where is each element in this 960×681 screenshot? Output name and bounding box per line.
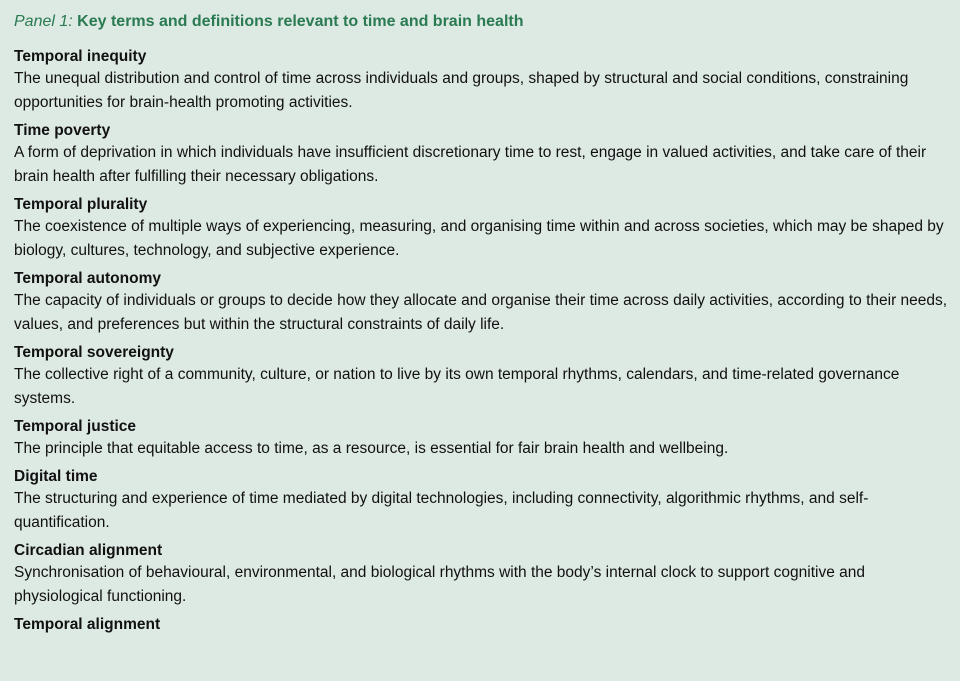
term-entry — [14, 269, 950, 337]
term-entry — [14, 417, 950, 461]
term-definition: The collective right of a community, culture, or nation to live by its own temporal rhythms, calendars, and time-related governance systems. — [14, 366, 900, 407]
panel-title — [14, 11, 950, 33]
term-entry — [14, 47, 950, 115]
panel-title-text: Key terms and definitions relevant to time and brain health — [77, 13, 524, 30]
term-definition: The structuring and experience of time mediated by digital technologies, including connectivity, algorithmic rhythms, and self-quantification. — [14, 490, 869, 531]
term-entry — [14, 467, 950, 535]
panel-label: Panel 1: — [14, 13, 73, 30]
term-name: Digital time — [14, 468, 98, 485]
term-entry — [14, 615, 950, 635]
term-definition: Synchronisation of behavioural, environmental, and biological rhythms with the body’s internal clock to support cognitive and physiological functioning. — [14, 564, 865, 605]
term-entry — [14, 343, 950, 411]
term-definition: The unequal distribution and control of time across individuals and groups, shaped by structural and social conditions, constraining opportunities for brain-health promoting activities. — [14, 70, 909, 111]
term-definition: A form of deprivation in which individuals have insufficient discretionary time to rest, engage in valued activities, and take care of their brain health after fulfilling their necessary obligations. — [14, 144, 927, 185]
term-name: Temporal alignment — [14, 616, 161, 633]
term-name: Temporal plurality — [14, 196, 148, 213]
term-name: Temporal sovereignty — [14, 344, 174, 361]
term-name: Temporal inequity — [14, 48, 147, 65]
term-entry — [14, 541, 950, 609]
term-entry — [14, 195, 950, 263]
term-definition: The coexistence of multiple ways of experiencing, measuring, and organising time within and across societies, which may be shaped by biology, cultures, technology, and subjective experience. — [14, 218, 944, 259]
term-name: Temporal autonomy — [14, 270, 161, 287]
term-name: Time poverty — [14, 122, 111, 139]
term-definition: The principle that equitable access to time, as a resource, is essential for fair brain health and wellbeing. — [14, 440, 729, 457]
term-name: Temporal justice — [14, 418, 137, 435]
term-name: Circadian alignment — [14, 542, 163, 559]
term-entry — [14, 121, 950, 189]
term-definition: The capacity of individuals or groups to decide how they allocate and organise their time across daily activities, according to their needs, values, and preferences but within the structural constraints of daily life. — [14, 292, 948, 333]
